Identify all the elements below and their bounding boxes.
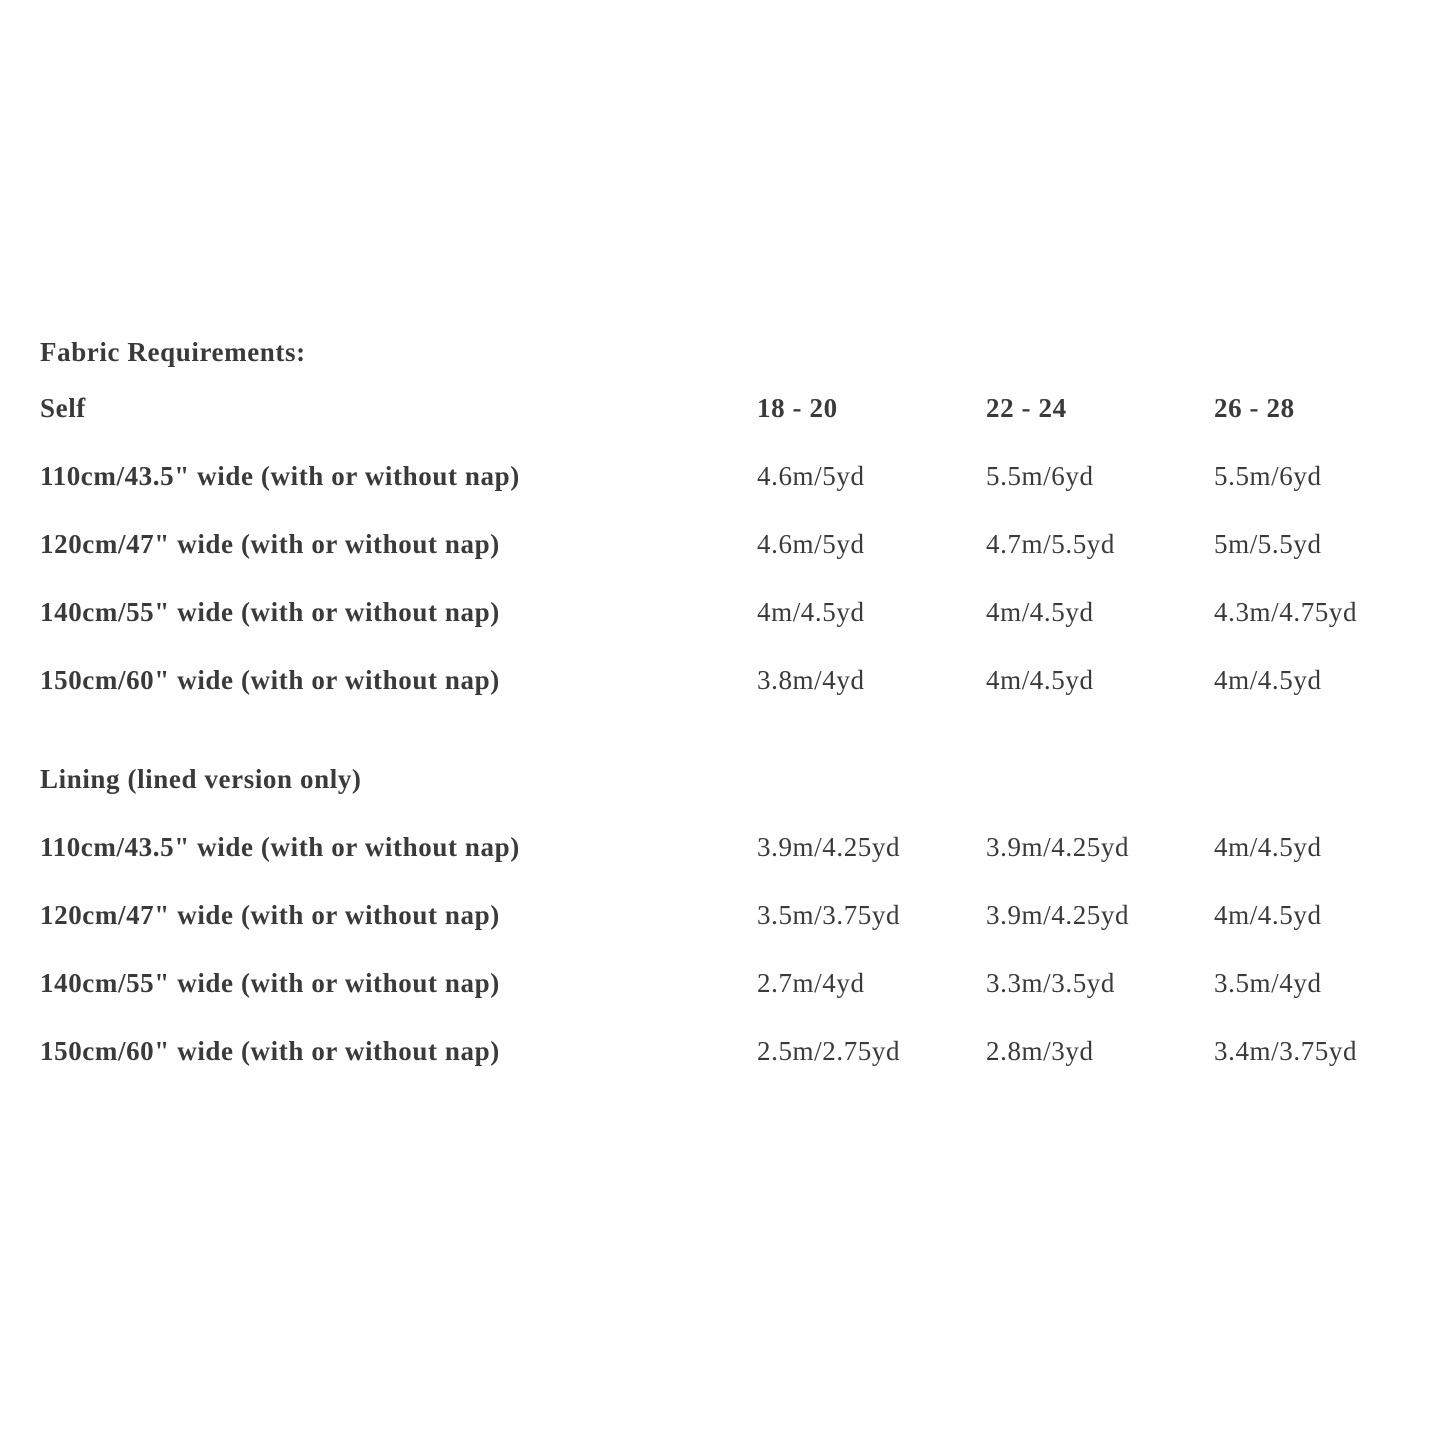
fabric-amount: 4m/4.5yd xyxy=(986,665,1094,695)
table-row xyxy=(40,963,1420,1031)
fabric-amount: 2.7m/4yd xyxy=(757,968,865,998)
fabric-amount: 3.9m/4.25yd xyxy=(757,832,901,862)
size-column-header: 18 - 20 xyxy=(757,393,838,423)
fabric-amount: 3.4m/3.75yd xyxy=(1214,1036,1358,1066)
fabric-amount: 3.9m/4.25yd xyxy=(986,832,1130,862)
fabric-amount: 4.6m/5yd xyxy=(757,461,865,491)
table-row xyxy=(40,592,1420,660)
self-header-row xyxy=(40,388,1420,456)
fabric-amount: 5m/5.5yd xyxy=(1214,529,1322,559)
fabric-amount: 2.8m/3yd xyxy=(986,1036,1094,1066)
fabric-width-label: 140cm/55" wide (with or without nap) xyxy=(40,968,500,998)
size-column-header: 22 - 24 xyxy=(986,393,1067,423)
fabric-amount: 2.5m/2.75yd xyxy=(757,1036,901,1066)
fabric-amount: 4.7m/5.5yd xyxy=(986,529,1116,559)
fabric-amount: 3.9m/4.25yd xyxy=(986,900,1130,930)
fabric-amount: 4m/4.5yd xyxy=(757,597,865,627)
fabric-width-label: 110cm/43.5" wide (with or without nap) xyxy=(40,461,520,491)
table-row xyxy=(40,524,1420,592)
self-section-label: Self xyxy=(40,393,86,423)
fabric-width-label: 140cm/55" wide (with or without nap) xyxy=(40,597,500,627)
fabric-amount: 5.5m/6yd xyxy=(986,461,1094,491)
fabric-amount: 4m/4.5yd xyxy=(1214,832,1322,862)
table-row xyxy=(40,456,1420,524)
fabric-width-label: 120cm/47" wide (with or without nap) xyxy=(40,529,500,559)
fabric-requirements-document xyxy=(40,332,1420,1099)
fabric-width-label: 150cm/60" wide (with or without nap) xyxy=(40,1036,500,1066)
fabric-amount: 3.5m/3.75yd xyxy=(757,900,901,930)
fabric-width-label: 120cm/47" wide (with or without nap) xyxy=(40,900,500,930)
lining-section-label: Lining (lined version only) xyxy=(40,764,362,794)
fabric-width-label: 150cm/60" wide (with or without nap) xyxy=(40,665,500,695)
size-column-header: 26 - 28 xyxy=(1214,393,1295,423)
fabric-amount: 3.8m/4yd xyxy=(757,665,865,695)
section-spacer xyxy=(40,728,1420,759)
page-title: Fabric Requirements: xyxy=(40,337,306,367)
fabric-amount: 4.6m/5yd xyxy=(757,529,865,559)
fabric-amount: 3.5m/4yd xyxy=(1214,968,1322,998)
fabric-amount: 4.3m/4.75yd xyxy=(1214,597,1358,627)
table-row xyxy=(40,827,1420,895)
fabric-amount: 4m/4.5yd xyxy=(1214,900,1322,930)
table-row xyxy=(40,1031,1420,1099)
fabric-amount: 3.3m/3.5yd xyxy=(986,968,1116,998)
fabric-amount: 5.5m/6yd xyxy=(1214,461,1322,491)
fabric-amount: 4m/4.5yd xyxy=(986,597,1094,627)
fabric-width-label: 110cm/43.5" wide (with or without nap) xyxy=(40,832,520,862)
fabric-amount: 4m/4.5yd xyxy=(1214,665,1322,695)
table-row xyxy=(40,895,1420,963)
table-row xyxy=(40,660,1420,728)
